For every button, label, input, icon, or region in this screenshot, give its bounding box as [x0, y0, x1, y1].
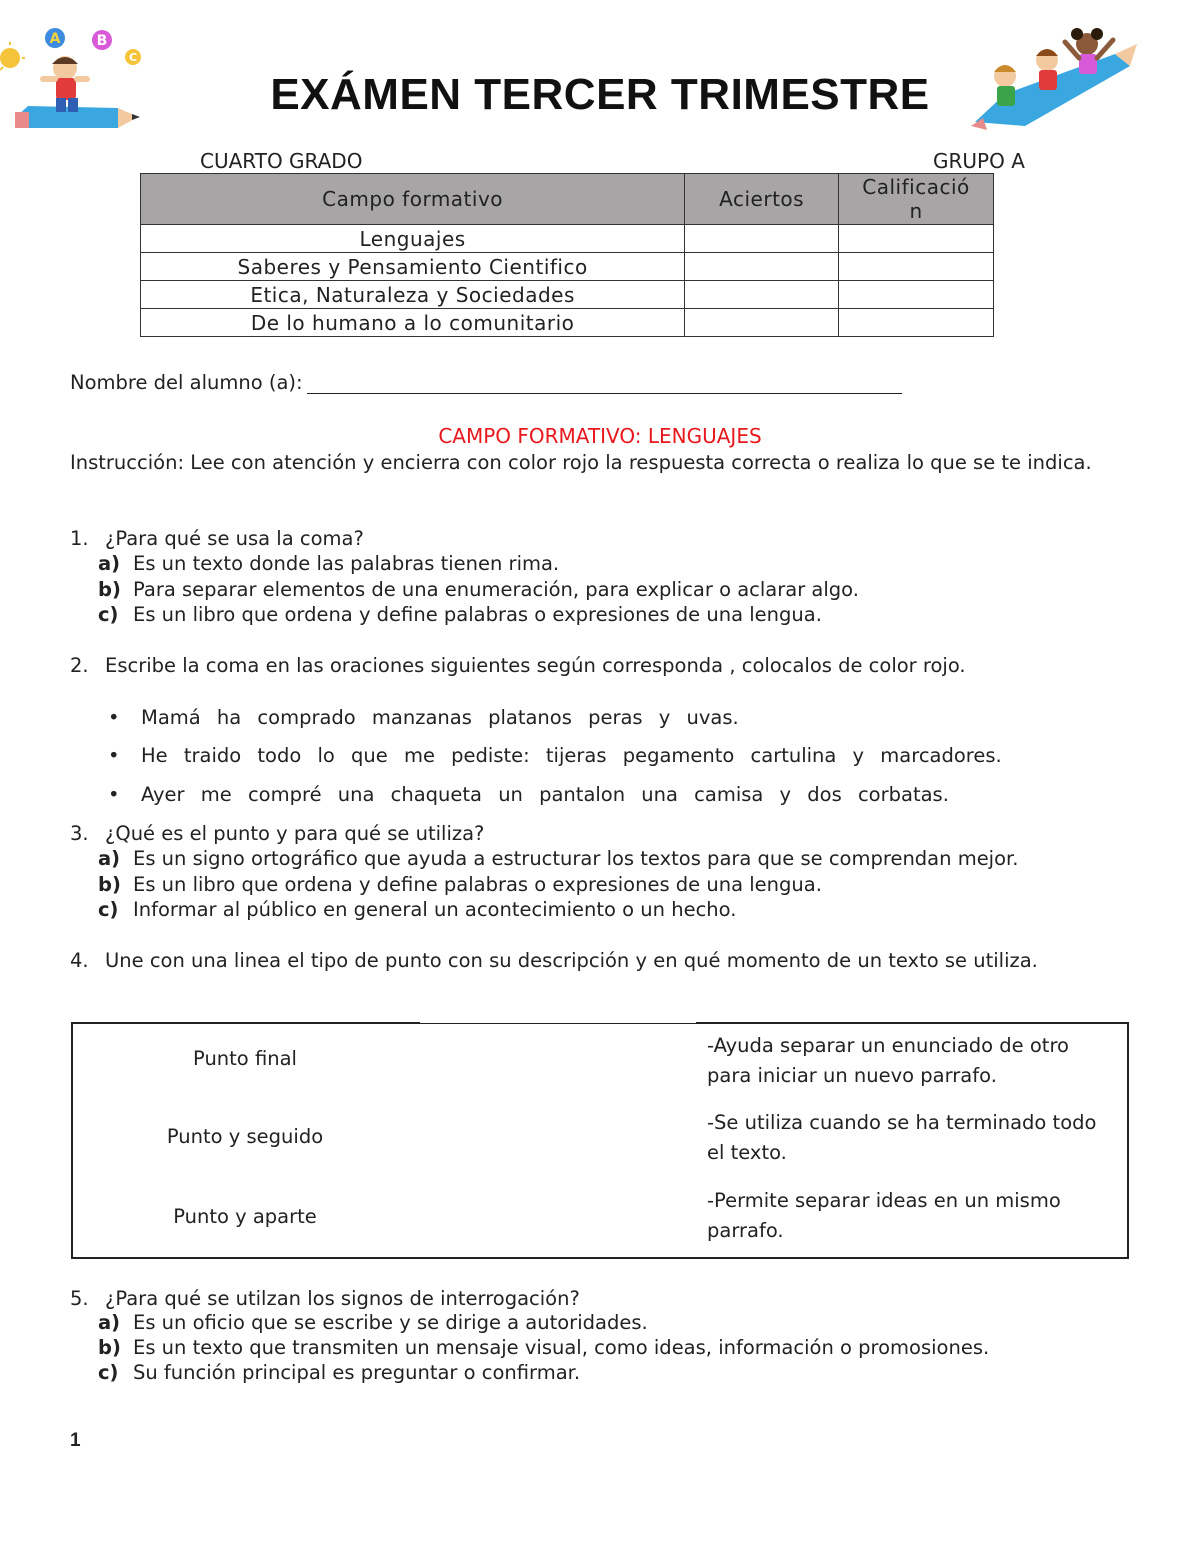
aciertos-cell[interactable] [685, 281, 839, 309]
sentence-3[interactable] [108, 783, 949, 806]
match-right-item[interactable]: -Permite separar ideas en un mismo parrafo. [707, 1189, 1061, 1242]
sentence-text: He traido todo lo que me pediste: tijeras pegamento cartulina y marcadores. [141, 744, 1002, 767]
question-number: 1. [70, 527, 89, 550]
table-row [141, 309, 994, 337]
question-text: ¿Para qué se usa la coma? [105, 527, 364, 550]
svg-text:C: C [128, 51, 138, 64]
table-row [141, 281, 994, 309]
option-text: Es un oficio que se escribe y se dirige a autoridades. [133, 1311, 648, 1334]
option-letter: b) [98, 873, 121, 896]
bullet-icon: • [108, 706, 120, 729]
option-5c[interactable] [98, 1360, 580, 1386]
option-letter: c) [98, 603, 119, 626]
option-letter: a) [98, 552, 121, 575]
question-number: 4. [70, 949, 89, 972]
letter-b-icon [92, 30, 112, 50]
svg-text:B: B [96, 33, 108, 49]
question-text: ¿Qué es el punto y para qué se utiliza? [105, 822, 485, 845]
question-text: ¿Para qué se utilzan los signos de interrogación? [105, 1287, 580, 1310]
option-letter: a) [98, 1311, 121, 1334]
sentence-1[interactable] [108, 706, 739, 729]
match-left-item[interactable]: Punto final [193, 1047, 297, 1070]
match-right-item[interactable]: -Ayuda separar un enunciado de otro para iniciar un nuevo parrafo. [707, 1034, 1069, 1087]
option-text: Es un texto que transmiten un mensaje visual, como ideas, información o promosiones. [133, 1336, 990, 1359]
letter-c-icon [125, 49, 141, 65]
campo-cell: Saberes y Pensamiento Cientifico [141, 253, 685, 281]
option-letter: b) [98, 578, 121, 601]
option-5b[interactable] [98, 1335, 989, 1361]
sentence-text: Ayer me compré una chaqueta un pantalon una camisa y dos corbatas. [141, 783, 949, 806]
question-number: 3. [70, 822, 89, 845]
table-row [141, 253, 994, 281]
question-5 [70, 1286, 580, 1312]
match-left-item[interactable]: Punto y aparte [173, 1205, 317, 1228]
sentence-2[interactable] [108, 744, 1002, 767]
match-left-item[interactable]: Punto y seguido [166, 1125, 324, 1148]
option-text: Es un texto donde las palabras tienen rima. [133, 552, 560, 575]
option-3c[interactable] [98, 897, 736, 923]
option-text: Su función principal es preguntar o confirmar. [133, 1361, 581, 1384]
score-table-header [141, 174, 994, 225]
score-table [140, 173, 994, 337]
option-1c[interactable] [98, 602, 822, 628]
option-text: Es un libro que ordena y define palabras o expresiones de una lengua. [133, 873, 822, 896]
question-2 [70, 653, 966, 679]
aciertos-cell[interactable] [685, 253, 839, 281]
header-calificacion: Calificació n [839, 174, 994, 225]
question-number: 5. [70, 1287, 89, 1310]
campo-cell: Lenguajes [141, 225, 685, 253]
option-text: Para separar elementos de una enumeración, para explicar o aclarar algo. [133, 578, 859, 601]
student-name-label: Nombre del alumno (a): [70, 371, 303, 394]
question-text: Une con una linea el tipo de punto con su descripción y en qué momento de un texto se utiliza. [105, 949, 1038, 972]
option-1a[interactable] [98, 551, 559, 577]
campo-cell: Etica, Naturaleza y Sociedades [141, 281, 685, 309]
campo-cell: De lo humano a lo comunitario [141, 309, 685, 337]
instruction-text: Instrucción: Lee con atención y encierra con color rojo la respuesta correcta o realiza lo que se te indica. [70, 451, 1092, 474]
question-text: Escribe la coma en las oraciones siguientes según corresponda , colocalos de color rojo. [105, 654, 966, 677]
option-1b[interactable] [98, 577, 859, 603]
option-text: Es un signo ortográfico que ayuda a estructurar los textos para que se comprendan mejor. [133, 847, 1019, 870]
student-name-row [70, 371, 902, 394]
option-3a[interactable] [98, 846, 1018, 872]
option-letter: b) [98, 1336, 121, 1359]
bullet-icon: • [108, 783, 120, 806]
option-letter: a) [98, 847, 121, 870]
option-5a[interactable] [98, 1310, 648, 1336]
header-aciertos: Aciertos [685, 174, 839, 225]
section-title: CAMPO FORMATIVO: LENGUAJES [438, 424, 762, 448]
question-1 [70, 526, 364, 552]
calificacion-cell[interactable] [839, 253, 994, 281]
calificacion-cell[interactable] [839, 281, 994, 309]
sentence-text: Mamá ha comprado manzanas platanos peras y uvas. [141, 706, 739, 729]
aciertos-cell[interactable] [685, 225, 839, 253]
option-3b[interactable] [98, 872, 822, 898]
option-letter: c) [98, 898, 119, 921]
option-letter: c) [98, 1361, 119, 1384]
table-row [141, 225, 994, 253]
question-4 [70, 948, 1130, 974]
bullet-icon: • [108, 744, 120, 767]
calificacion-cell[interactable] [839, 225, 994, 253]
option-text: Es un libro que ordena y define palabras o expresiones de una lengua. [133, 603, 822, 626]
question-3 [70, 821, 484, 847]
question-number: 2. [70, 654, 89, 677]
header-campo-formativo: Campo formativo [141, 174, 685, 225]
page-number: 1 [70, 1430, 81, 1451]
aciertos-cell[interactable] [685, 309, 839, 337]
calificacion-cell[interactable] [839, 309, 994, 337]
exam-title: EXÁMEN TERCER TRIMESTRE [270, 70, 930, 119]
option-text: Informar al público en general un acontecimiento o un hecho. [133, 898, 737, 921]
match-right-item[interactable]: -Se utiliza cuando se ha terminado todo el texto. [707, 1111, 1097, 1164]
student-name-field[interactable] [307, 371, 902, 394]
group-label: GRUPO A [933, 149, 1025, 173]
svg-text:A: A [49, 31, 61, 47]
grade-label: CUARTO GRADO [200, 149, 363, 173]
letter-a-icon [45, 28, 65, 48]
